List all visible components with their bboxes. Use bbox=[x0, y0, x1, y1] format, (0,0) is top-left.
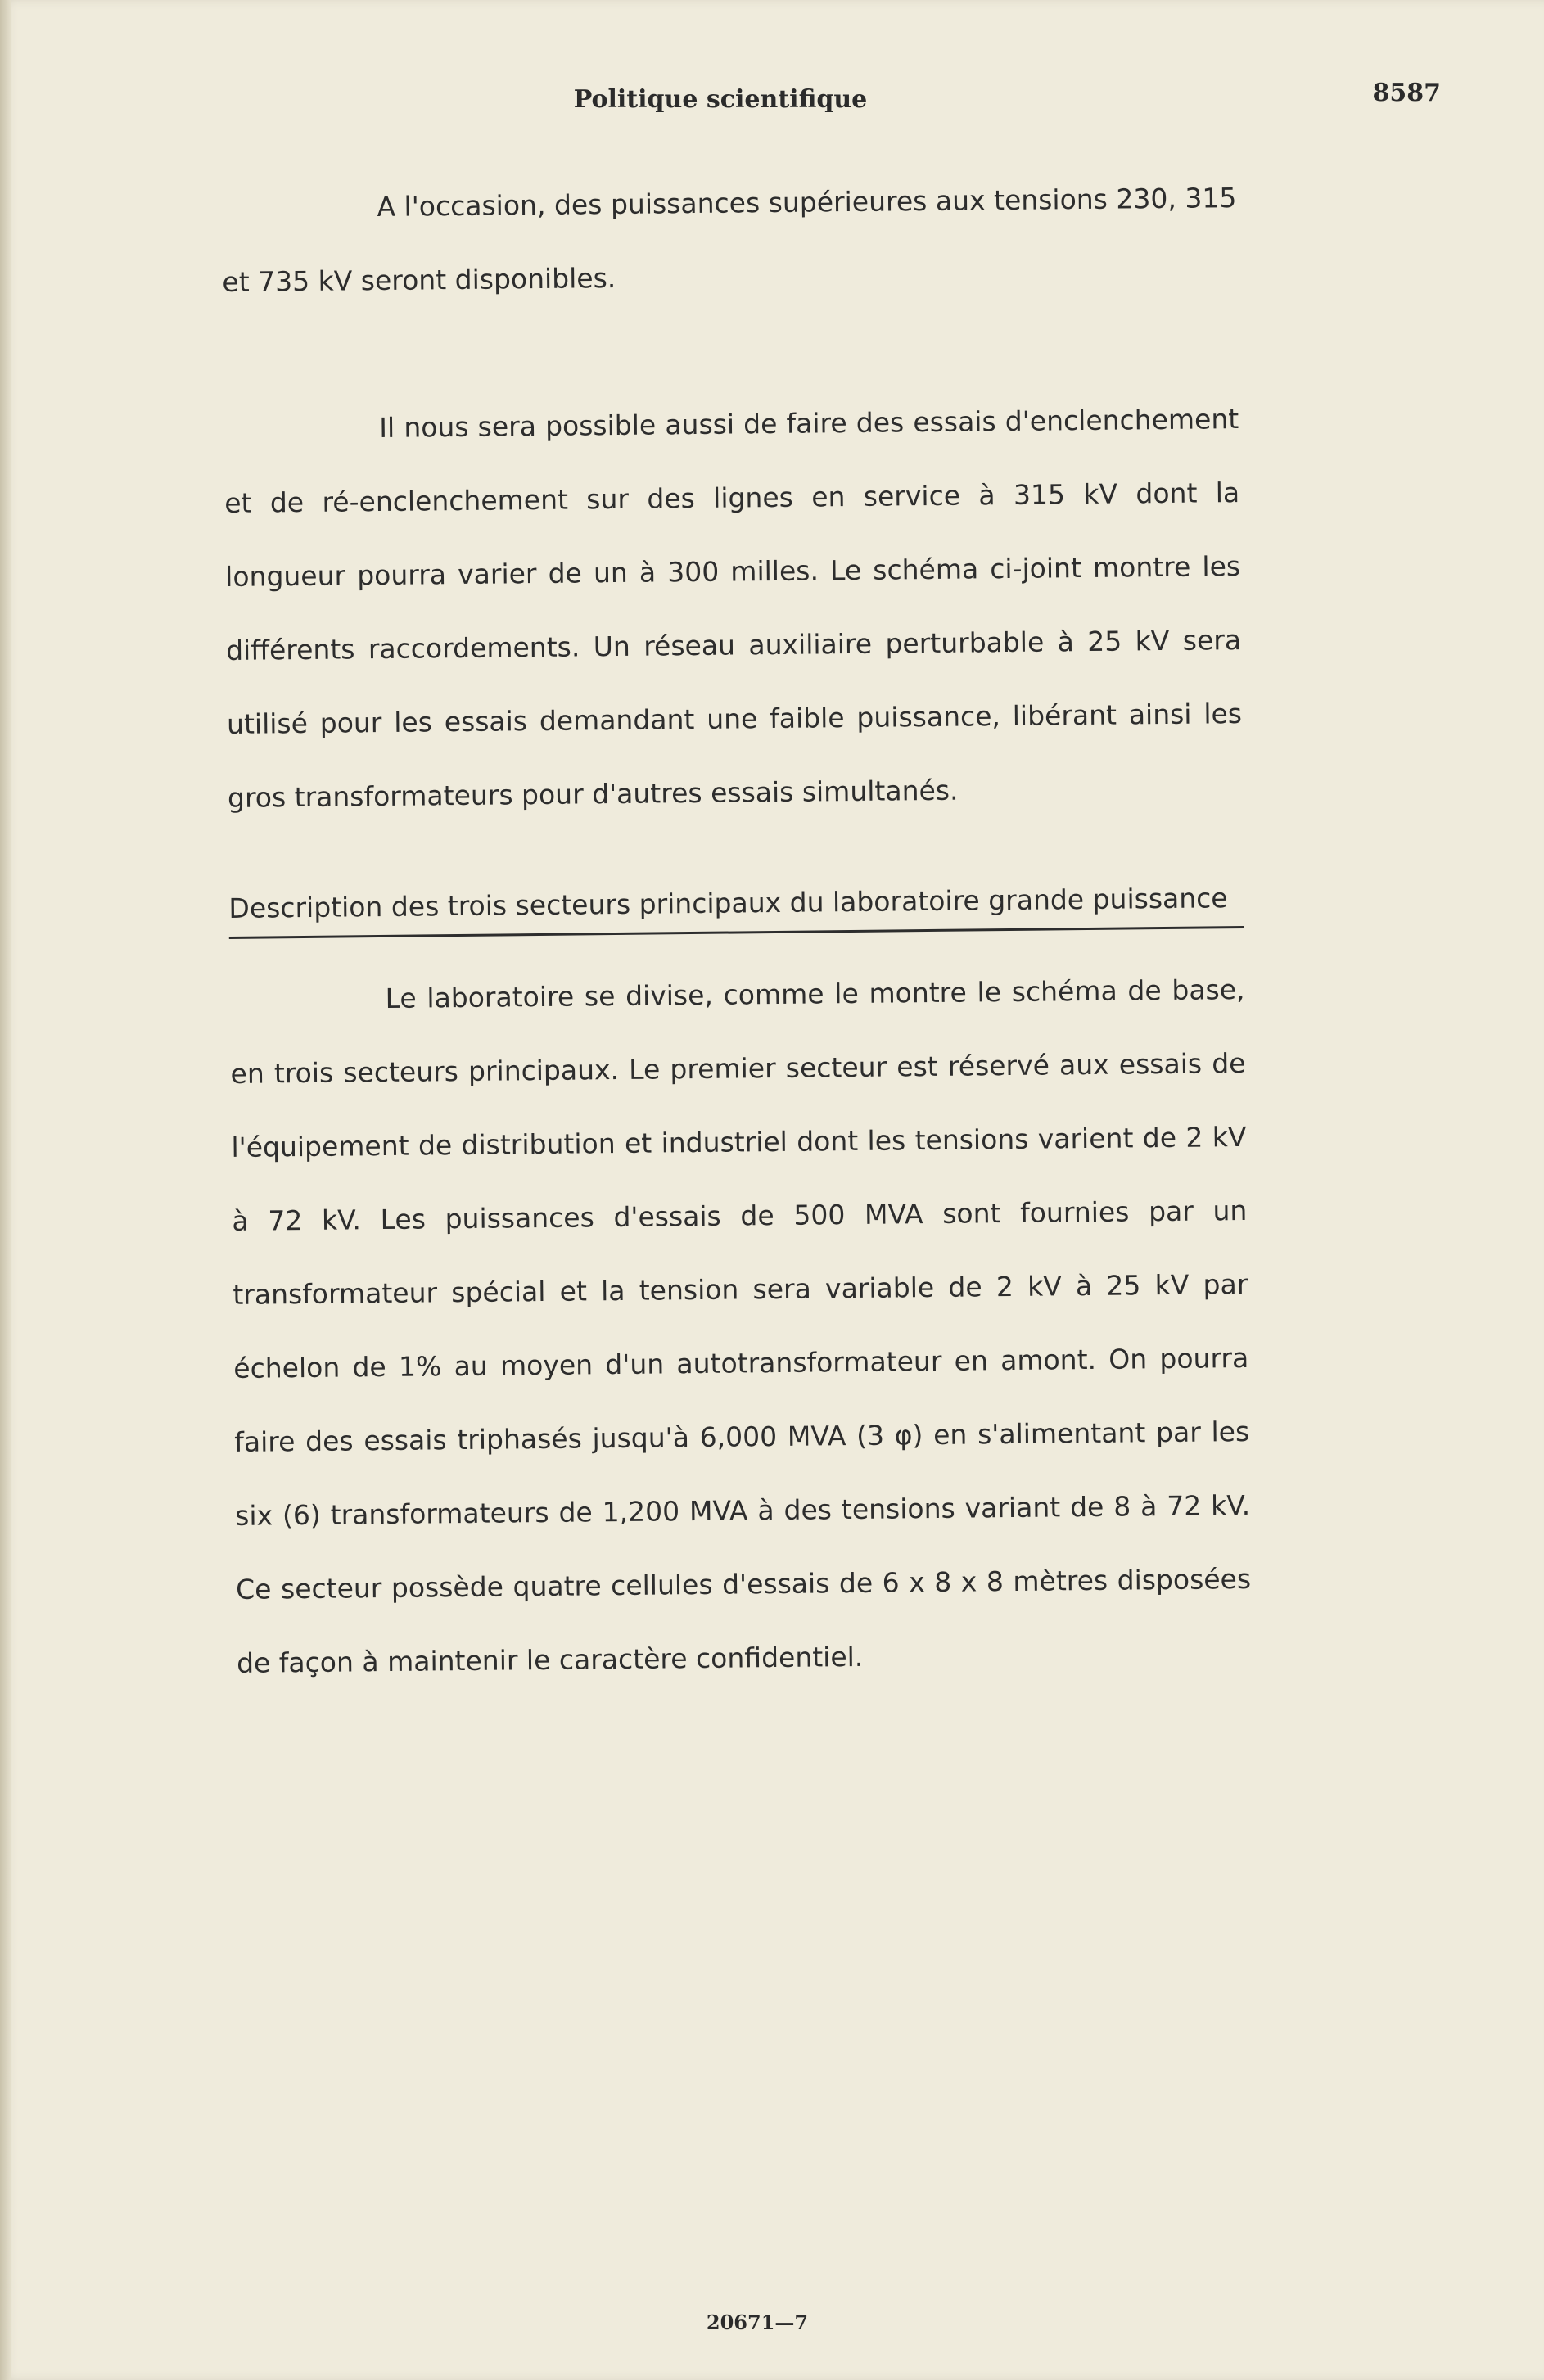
paragraph-availability: A l'occasion, des puissances supérieures aux tensions 230, 315 et 735 kV seront disponibles. bbox=[222, 182, 1237, 298]
running-header-title: Politique scientifique bbox=[573, 85, 868, 114]
paragraph-sectors: Le laboratoire se divise, comme le montre le schéma de base, en trois secteurs principaux. Le premier secteur est réservé aux essais de l'équipement de distribution et industriel dont les tensions varient de 2 kV à 72 kV. Les puissances d'essais de 500 MVA sont fournies par un transformateur spécial et la tension sera variable de 2 kV à 25 kV par échelon de 1% au moyen d'un autotransformateur en amont. On pourra faire des essais triphasés jusqu'à 6,000 MVA (3 φ) en s'alimentant par les six (6) transformateurs de 1,200 MVA à des tensions variant de 8 à 72 kV. Ce secteur possède quatre cellules d'essais de 6 x 8 x 8 mètres disposées de façon à maintenir le caractère confidentiel. bbox=[230, 973, 1252, 1679]
footer-printing-code: 20671—7 bbox=[706, 2310, 809, 2334]
section-heading: Description des trois secteurs principaux du laboratoire grande puissance bbox=[228, 874, 1244, 939]
body-text bbox=[221, 161, 1252, 1700]
paragraph-switching-tests: Il nous sera possible aussi de faire des essais d'enclenchement et de ré-enclenchement sur des lignes en service à 315 kV dont la longueur pourra varier de un à 300 milles. Le schéma ci-joint montre les différents raccordements. Un réseau auxiliaire perturbable à 25 kV sera utilisé pour les essais demandant une faible puissance, libérant ainsi les gros transformateurs pour d'autres essais simultanés. bbox=[224, 402, 1243, 814]
page-number: 8587 bbox=[1372, 79, 1441, 107]
page-binding-edge bbox=[0, 0, 11, 2380]
